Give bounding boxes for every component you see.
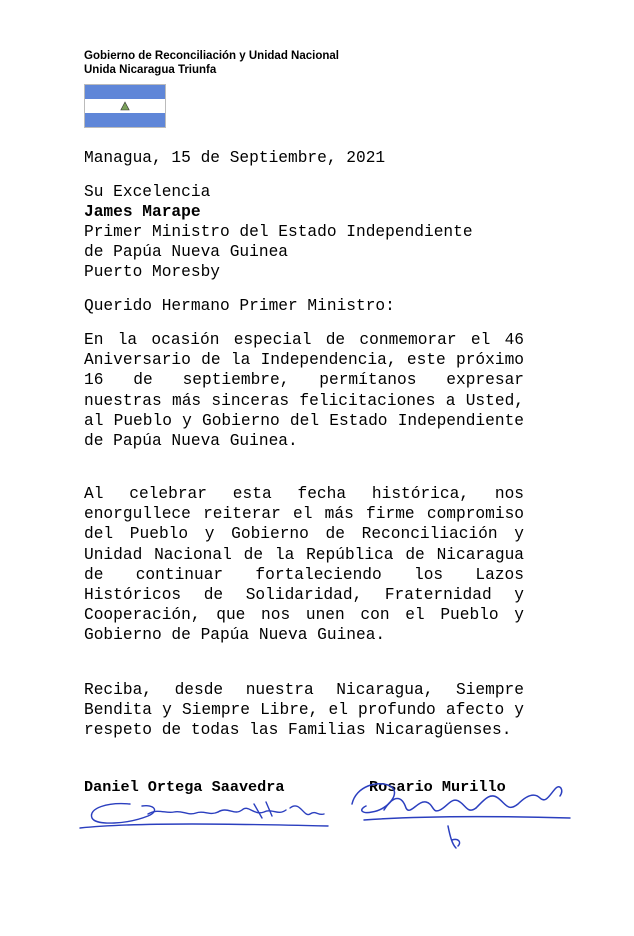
nicaragua-coat-of-arms-icon — [120, 101, 130, 111]
paragraph-1: En la ocasión especial de conmemorar el 46 Aniversario de la Independencia, este próximo 16 de septiembre, permítanos expresar nuestras más sinceras felicitaciones a Usted, al Pueblo y Gobierno del Estado Independiente de Papúa Nueva Guinea. — [84, 331, 524, 451]
nicaragua-flag — [84, 84, 166, 128]
letter-greeting: Querido Hermano Primer Ministro: — [84, 297, 395, 315]
recipient-city: Puerto Moresby — [84, 263, 220, 281]
letterhead — [84, 49, 339, 77]
signature-1 — [78, 786, 333, 836]
letterhead-line-2: Unida Nicaragua Triunfa — [84, 64, 217, 76]
paragraph-3: Reciba, desde nuestra Nicaragua, Siempre Bendita y Siempre Libre, el profundo afecto y respeto de todas las Familias Nicaragüenses. — [84, 681, 524, 740]
letter-date: Managua, 15 de Septiembre, 2021 — [84, 149, 386, 167]
recipient-position-line-2: de Papúa Nueva Guinea — [84, 243, 288, 261]
signature-2 — [348, 766, 578, 856]
recipient-name: James Marape — [84, 203, 201, 221]
recipient-title: Su Excelencia — [84, 183, 211, 201]
paragraph-2: Al celebrar esta fecha histórica, nos enorgullece reiterar el más firme compromiso del Pueblo y Gobierno de Reconciliación y Unidad Nacional de la República de Nicaragua de continuar fortaleciendo los Lazos Históricos de Solidaridad, Fraternidad y Cooperación, que nos unen con el Pueblo y Gobierno de Papúa Nueva Guinea. — [84, 485, 524, 645]
signatory-1-name: Daniel Ortega Saavedra — [84, 778, 285, 796]
recipient-position-line-1: Primer Ministro del Estado Independiente — [84, 223, 473, 241]
letterhead-line-1: Gobierno de Reconciliación y Unidad Nacional — [84, 50, 339, 62]
signatory-2-name: Rosario Murillo — [369, 778, 506, 796]
